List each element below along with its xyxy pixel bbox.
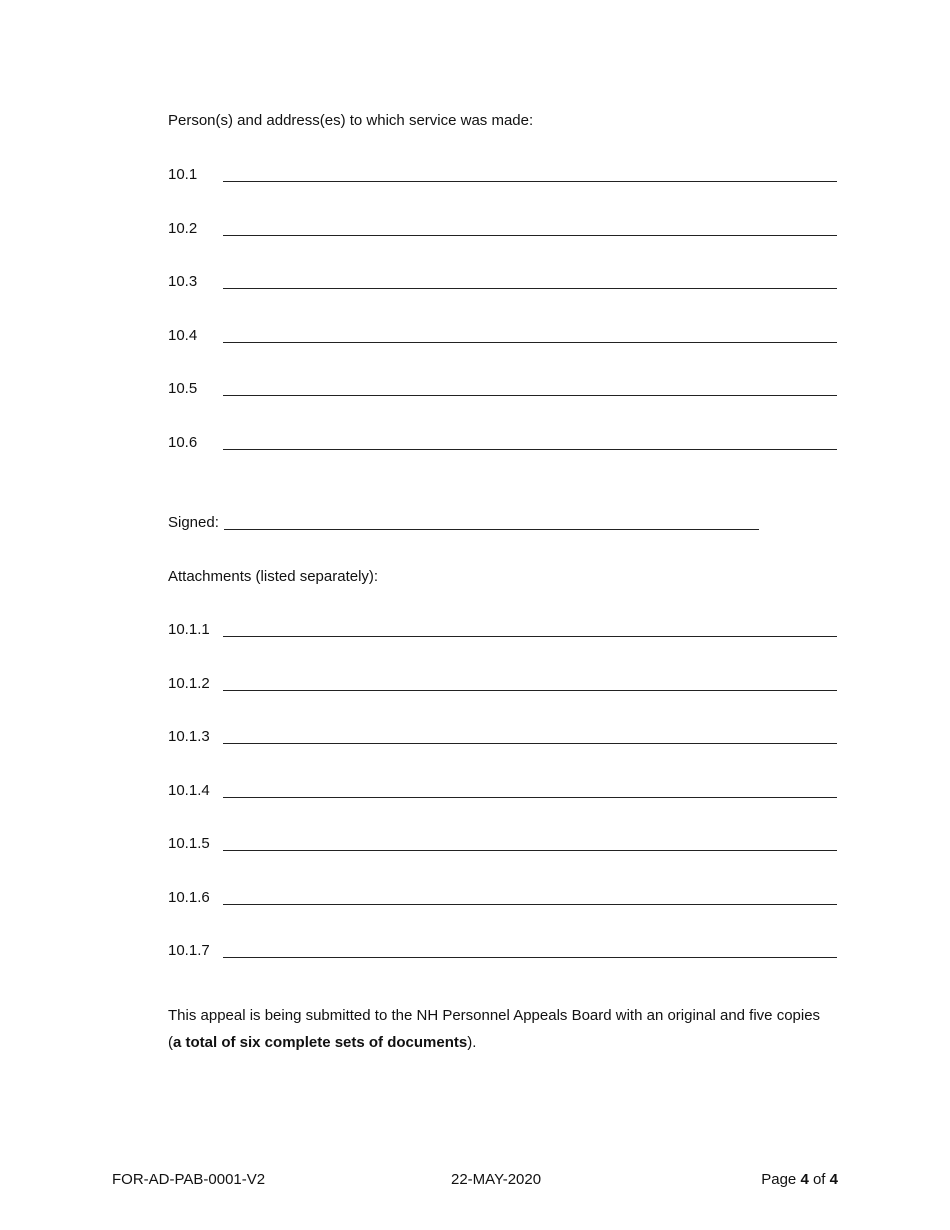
attachment-entry-label: 10.1.1	[168, 621, 210, 638]
signed-label: Signed:	[168, 514, 219, 531]
service-entry-label: 10.3	[168, 273, 198, 290]
statement-text: This appeal is being submitted to the NH Personnel Appeals Board with an original and five copies (	[168, 1007, 821, 1051]
footer-form-id: FOR-AD-PAB-0001-V2	[112, 1171, 266, 1188]
attachment-entry-line[interactable]	[223, 743, 837, 744]
attachment-entry-line[interactable]	[223, 850, 837, 851]
page-of: of	[812, 1171, 826, 1188]
service-heading: Person(s) and address(es) to which service was made:	[168, 112, 534, 129]
attachments-heading: Attachments (listed separately):	[168, 568, 379, 585]
attachment-entry-line[interactable]	[223, 690, 837, 691]
attachment-entry-line[interactable]	[223, 797, 837, 798]
service-entry-line[interactable]	[223, 235, 837, 236]
service-entry-line[interactable]	[223, 342, 837, 343]
service-entry-label: 10.4	[168, 327, 198, 344]
page-word: Page	[761, 1171, 797, 1188]
attachment-entry-line[interactable]	[223, 636, 837, 637]
attachment-entry-label: 10.1.5	[168, 835, 210, 852]
service-entry-line[interactable]	[223, 449, 837, 450]
attachment-entry-label: 10.1.2	[168, 675, 210, 692]
service-entry-line[interactable]	[223, 288, 837, 289]
service-entry-label: 10.6	[168, 434, 198, 451]
statement-end: ).	[467, 1034, 477, 1051]
attachment-entry-label: 10.1.6	[168, 889, 210, 906]
submission-statement	[168, 1002, 828, 1056]
page-current: 4	[800, 1171, 809, 1188]
service-entry-label: 10.1	[168, 166, 198, 183]
page-total: 4	[829, 1171, 838, 1188]
statement-bold-text: a total of six complete sets of documents	[173, 1034, 468, 1051]
footer-date: 22-MAY-2020	[451, 1171, 542, 1188]
service-entry-line[interactable]	[223, 395, 837, 396]
service-entry-label: 10.2	[168, 220, 198, 237]
attachment-entry-label: 10.1.3	[168, 728, 210, 745]
attachment-entry-line[interactable]	[223, 904, 837, 905]
service-entry-line[interactable]	[223, 181, 837, 182]
footer-page-number	[761, 1171, 838, 1189]
attachment-entry-line[interactable]	[223, 957, 837, 958]
attachment-entry-label: 10.1.7	[168, 942, 210, 959]
attachment-entry-label: 10.1.4	[168, 782, 210, 799]
signature-line[interactable]	[224, 529, 759, 530]
service-entry-label: 10.5	[168, 380, 198, 397]
